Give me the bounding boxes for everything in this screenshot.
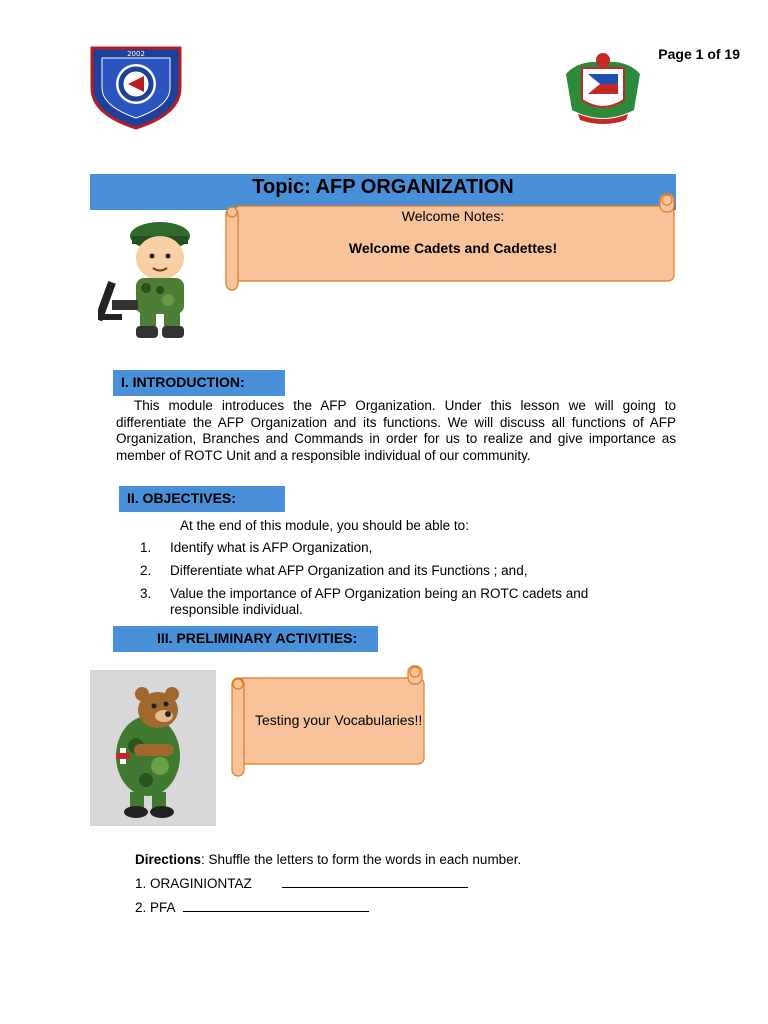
objectives-lead: At the end of this module, you should be able to: (180, 518, 469, 533)
bear-soldier-cartoon-icon (90, 670, 216, 826)
list-text: Value the importance of AFP Organization being an ROTC cadets and responsible individual. (170, 586, 589, 617)
list-item (140, 563, 660, 579)
list-number: 1. (140, 540, 152, 555)
rotc-seal-icon (558, 50, 648, 124)
question-text: 1. ORAGINIONTAZ (135, 876, 252, 891)
objectives-heading: II. OBJECTIVES: (119, 486, 285, 512)
question-text: 2. PFA (135, 900, 175, 915)
list-item (140, 540, 660, 556)
answer-blank[interactable] (282, 875, 468, 888)
question-item (135, 875, 468, 891)
question-item (135, 899, 369, 915)
preliminary-heading: III. PRELIMINARY ACTIVITIES: (113, 626, 378, 652)
introduction-heading: I. INTRODUCTION: (113, 370, 285, 396)
directions-label: Directions (135, 852, 202, 867)
page-number: Page 1 of 19 (658, 46, 740, 62)
welcome-message: Welcome Cadets and Cadettes! (348, 240, 558, 256)
list-number: 2. (140, 563, 152, 578)
introduction-text: This module introduces the AFP Organization. Under this lesson we will going to differentiate the AFP Organization and its functions. We will discuss all functions of AFP Organization, Branches and Commands in order for us to realize and give importance as member of ROTC Unit and a responsible individual of our community. (116, 398, 676, 463)
answer-blank[interactable] (183, 899, 369, 912)
vocabulary-banner-text: Testing your Vocabularies!! (255, 712, 423, 728)
logo-year: 2002 (127, 50, 145, 58)
directions-text (135, 852, 521, 867)
list-text: Differentiate what AFP Organization and its Functions ; and, (170, 563, 528, 578)
directions-body: : Shuffle the letters to form the words in each number. (201, 852, 522, 867)
soldier-cartoon-icon (98, 218, 218, 342)
college-logo (88, 44, 184, 130)
objectives-list (140, 540, 660, 625)
list-item (140, 586, 660, 618)
topic-title: Topic: AFP ORGANIZATION (252, 176, 514, 198)
list-number: 3. (140, 586, 152, 601)
introduction-body (116, 398, 676, 464)
list-text: Identify what is AFP Organization, (170, 540, 373, 555)
welcome-heading: Welcome Notes: (401, 208, 505, 224)
